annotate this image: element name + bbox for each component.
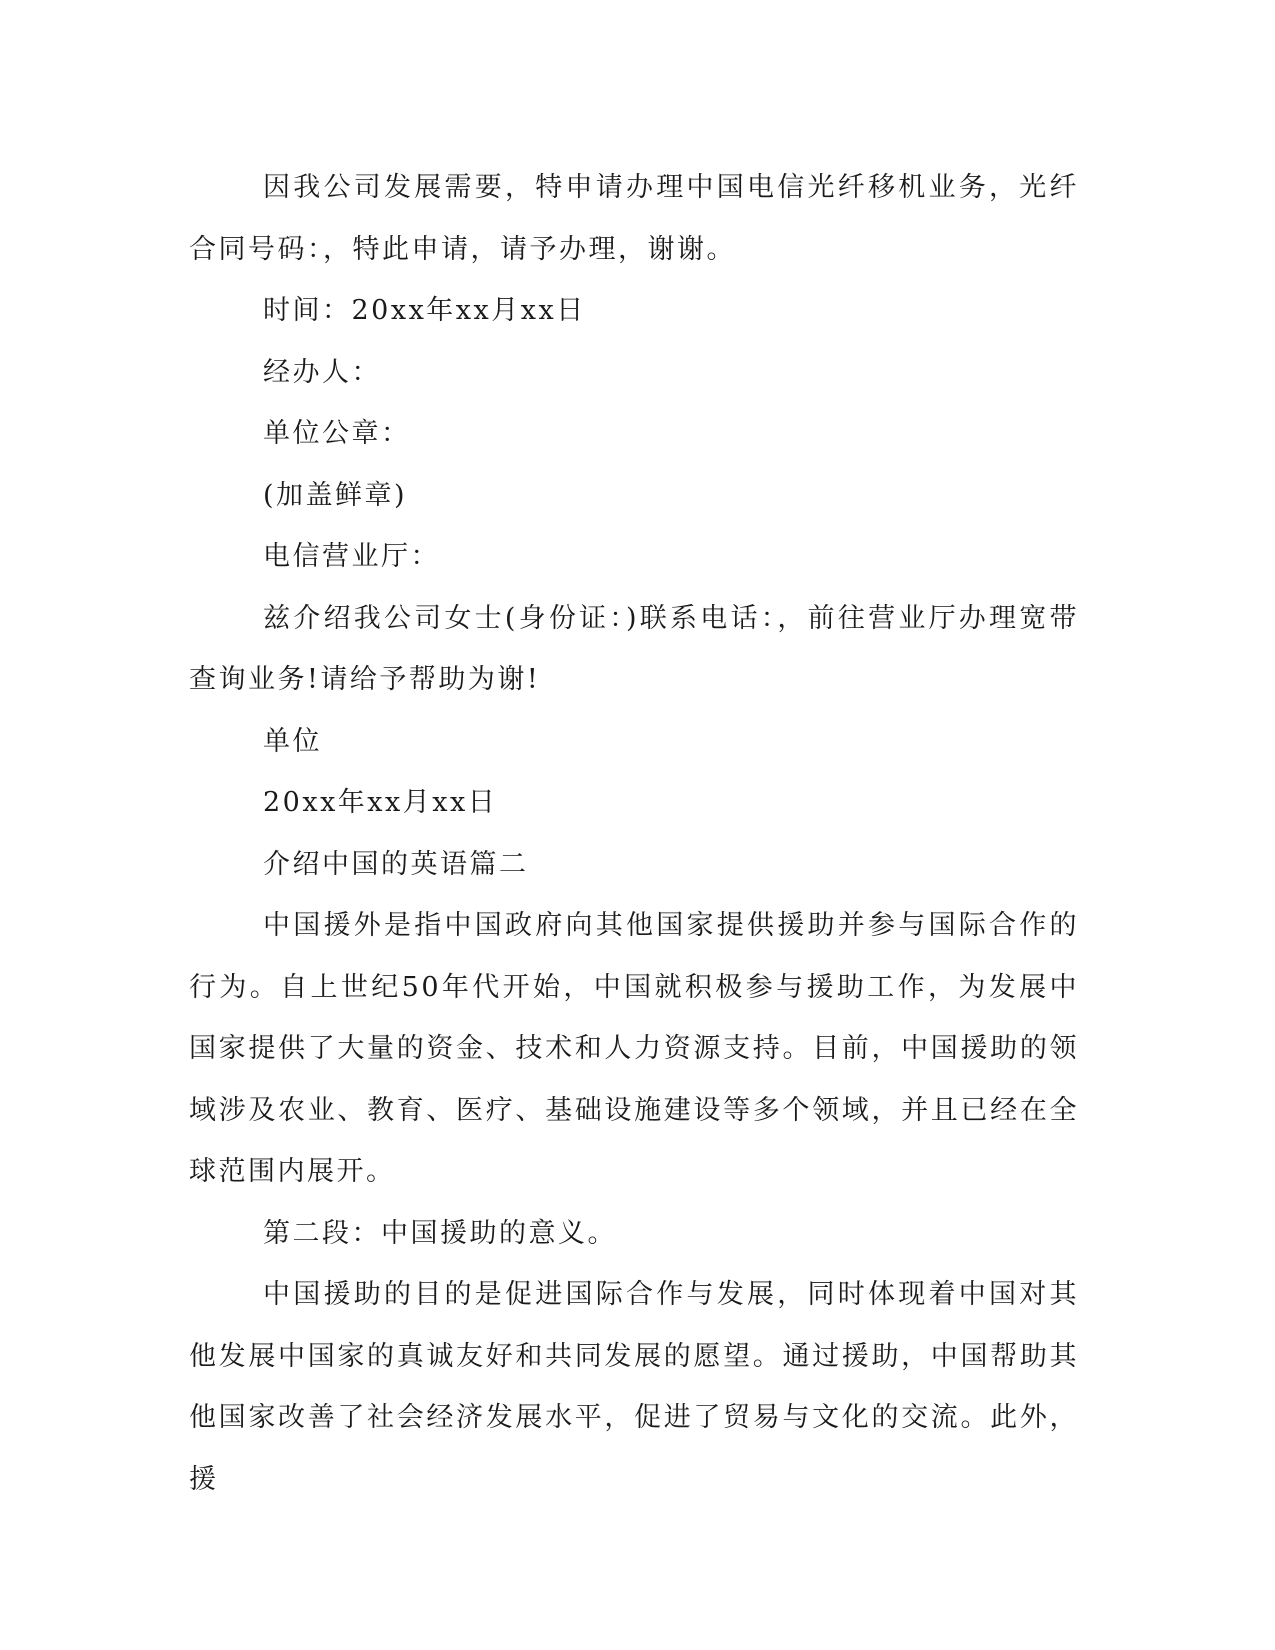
paragraph-handler: 经办人： [263,356,381,388]
paragraph-company-seal: 单位公章： [263,418,411,449]
section-heading: 介绍中国的英语篇二 [263,848,529,880]
paragraph-unit: 单位 [263,725,322,757]
paragraph-date: 20xx年xx月xx日 [263,787,498,818]
paragraph-seal-note: (加盖鲜章) [263,479,408,511]
paragraph-date-time: 时间：20xx年xx月xx日 [263,295,586,326]
paragraph-introduction-letter: 兹介绍我公司女士(身份证：)联系电话：，前往营业厅办理宽带查询业务!请给予帮助为谢! [189,602,1079,695]
paragraph-aid-significance: 中国援助的目的是促进国际合作与发展，同时体现着中国对其他发展中国家的真诚友好和共同发展的愿望。通过援助，中国帮助其他国家改善了社会经济发展水平，促进了贸易与文化的交流。此外，援 [189,1279,1079,1495]
paragraph-second-section-title: 第二段：中国援助的意义。 [263,1217,617,1249]
document-body [189,157,1079,1510]
paragraph-telecom-hall: 电信营业厅： [263,541,440,572]
paragraph-aid-overview: 中国援外是指中国政府向其他国家提供援助并参与国际合作的行为。自上世纪50年代开始，中国就积极参与援助工作，为发展中国家提供了大量的资金、技术和人力资源支持。目前，中国援助的领域涉及农业、教育、医疗、基础设施建设等多个领域，并且已经在全球范围内展开。 [189,910,1079,1187]
paragraph-application: 因我公司发展需要，特申请办理中国电信光纤移机业务，光纤合同号码：，特此申请，请予办理，谢谢。 [189,172,1079,265]
